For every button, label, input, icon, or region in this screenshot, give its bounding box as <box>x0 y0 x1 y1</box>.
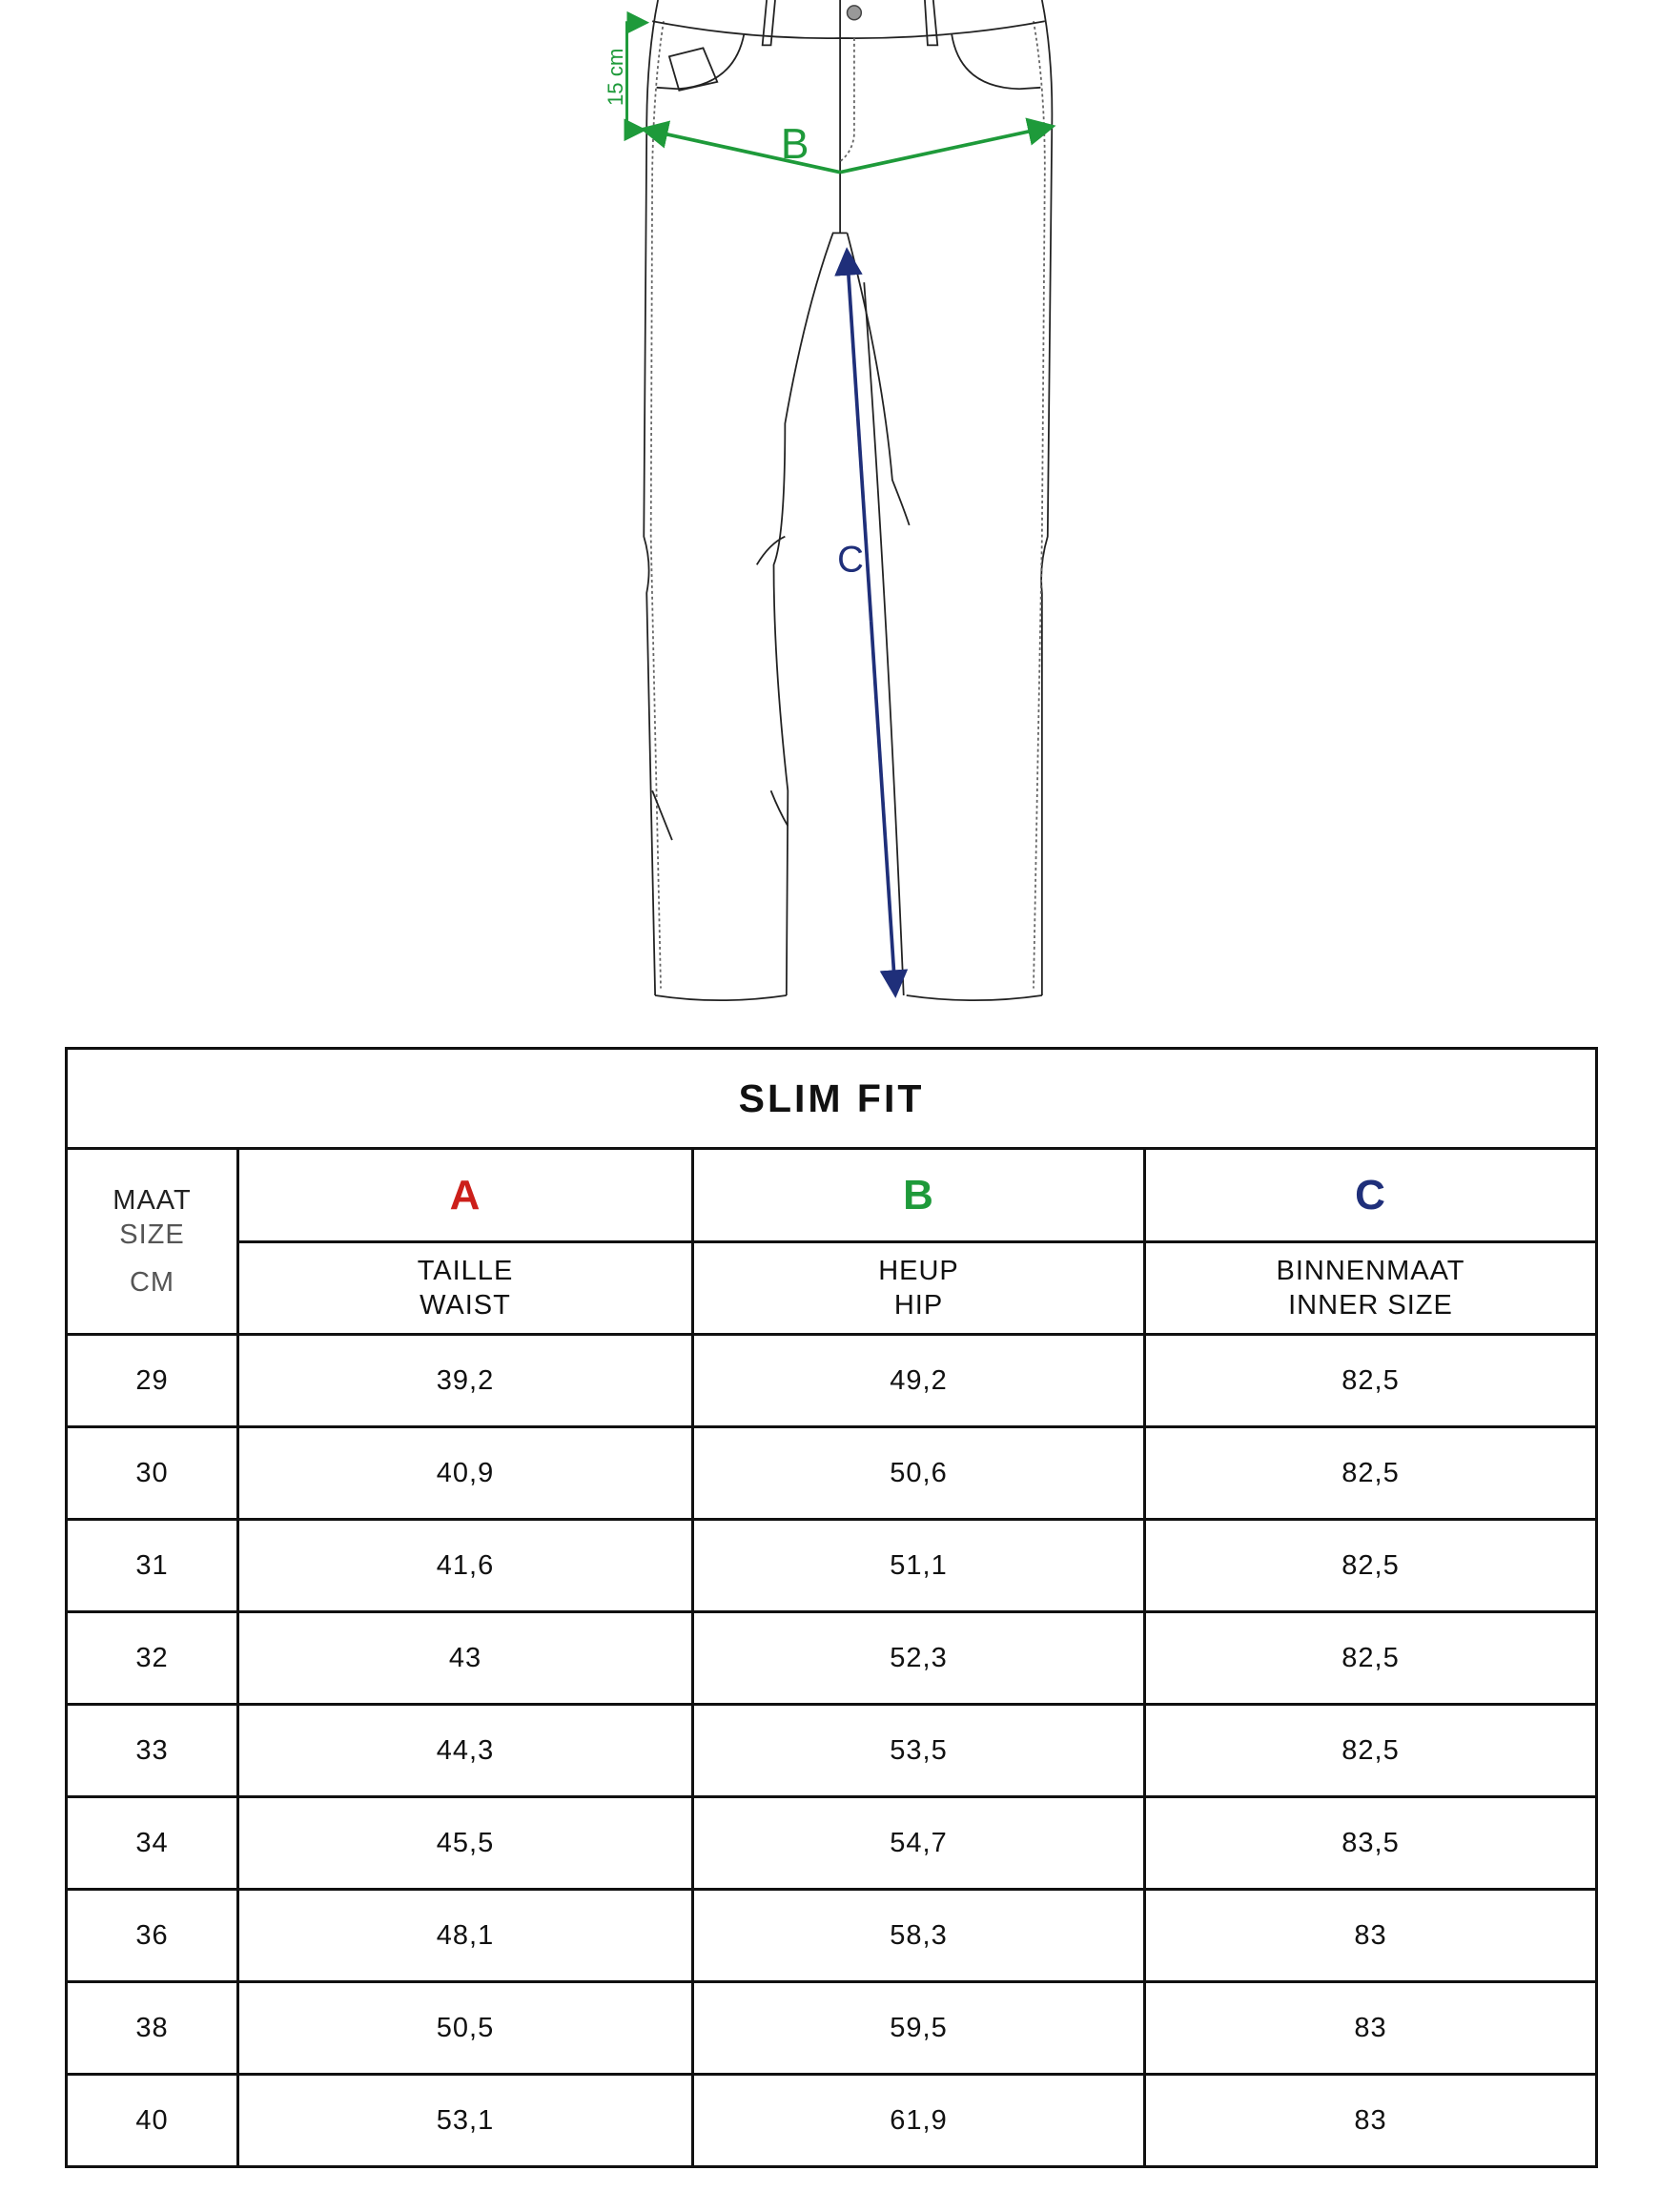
header-nl: TAILLE <box>417 1256 514 1286</box>
hip-cell: 50,6 <box>693 1427 1145 1520</box>
table-row <box>67 1890 1597 1982</box>
size-cell: 34 <box>67 1797 238 1890</box>
table-row <box>67 1705 1597 1797</box>
cm-label: CM <box>129 1267 175 1298</box>
waist-cell: 45,5 <box>238 1797 693 1890</box>
size-cell: 31 <box>67 1520 238 1612</box>
header-nl: HEUP <box>878 1256 959 1286</box>
inner-size-cell: 82,5 <box>1145 1520 1597 1612</box>
size-cell: 30 <box>67 1427 238 1520</box>
maat-label: MAAT <box>113 1185 192 1216</box>
inner-size-cell: 83 <box>1145 1890 1597 1982</box>
inner-size-cell: 82,5 <box>1145 1705 1597 1797</box>
waist-cell: 53,1 <box>238 2075 693 2167</box>
measure-15cm <box>627 23 645 131</box>
waist-cell: 44,3 <box>238 1705 693 1797</box>
size-cell: 32 <box>67 1612 238 1705</box>
table-row <box>67 1427 1597 1520</box>
hip-cell: 52,3 <box>693 1612 1145 1705</box>
header-en: HIP <box>893 1290 944 1321</box>
letter-a: A <box>449 1171 481 1219</box>
waist-cell: 41,6 <box>238 1520 693 1612</box>
hip-cell: 53,5 <box>693 1705 1145 1797</box>
header-nl: BINNENMAAT <box>1276 1256 1465 1286</box>
hip-cell: 49,2 <box>693 1335 1145 1427</box>
header-en: WAIST <box>420 1290 511 1321</box>
column-a-letter <box>238 1149 693 1242</box>
size-cell: 36 <box>67 1890 238 1982</box>
table-row <box>67 2075 1597 2167</box>
header-en: INNER SIZE <box>1288 1290 1453 1321</box>
column-c-letter <box>1145 1149 1597 1242</box>
size-cell: 38 <box>67 1982 238 2075</box>
size-label: SIZE <box>119 1219 185 1250</box>
measure-b-label: B <box>780 120 809 168</box>
inner-size-cell: 82,5 <box>1145 1427 1597 1520</box>
letter-c: C <box>1355 1171 1386 1219</box>
column-c-header <box>1145 1242 1597 1335</box>
measure-15cm-label: 15 cm <box>604 48 628 107</box>
inner-size-cell: 83 <box>1145 2075 1597 2167</box>
waist-cell: 48,1 <box>238 1890 693 1982</box>
inner-size-cell: 82,5 <box>1145 1335 1597 1427</box>
pants-outline <box>644 0 1052 1000</box>
letter-b: B <box>903 1171 934 1219</box>
inner-size-cell: 82,5 <box>1145 1612 1597 1705</box>
button-icon <box>848 6 862 20</box>
hip-cell: 51,1 <box>693 1520 1145 1612</box>
size-cell: 40 <box>67 2075 238 2167</box>
table-row <box>67 1520 1597 1612</box>
inner-size-cell: 83 <box>1145 1982 1597 2075</box>
size-table <box>65 1047 1598 2168</box>
hip-cell: 54,7 <box>693 1797 1145 1890</box>
table-row <box>67 1982 1597 2075</box>
column-b-header <box>693 1242 1145 1335</box>
waist-cell: 50,5 <box>238 1982 693 2075</box>
waist-cell: 40,9 <box>238 1427 693 1520</box>
column-b-letter <box>693 1149 1145 1242</box>
pants-diagram <box>0 0 1659 1031</box>
size-header <box>67 1149 238 1335</box>
inner-size-cell: 83,5 <box>1145 1797 1597 1890</box>
measure-c-label: C <box>837 539 864 581</box>
table-row <box>67 1335 1597 1427</box>
hip-cell: 61,9 <box>693 2075 1145 2167</box>
hip-cell: 59,5 <box>693 1982 1145 2075</box>
waist-cell: 39,2 <box>238 1335 693 1427</box>
measure-c-inseam <box>848 255 895 992</box>
size-cell: 29 <box>67 1335 238 1427</box>
table-row <box>67 1612 1597 1705</box>
column-a-header <box>238 1242 693 1335</box>
waist-cell: 43 <box>238 1612 693 1705</box>
hip-cell: 58,3 <box>693 1890 1145 1982</box>
measure-b-hip <box>646 127 1049 172</box>
table-title: SLIM FIT <box>67 1049 1597 1149</box>
table-row <box>67 1797 1597 1890</box>
size-cell: 33 <box>67 1705 238 1797</box>
